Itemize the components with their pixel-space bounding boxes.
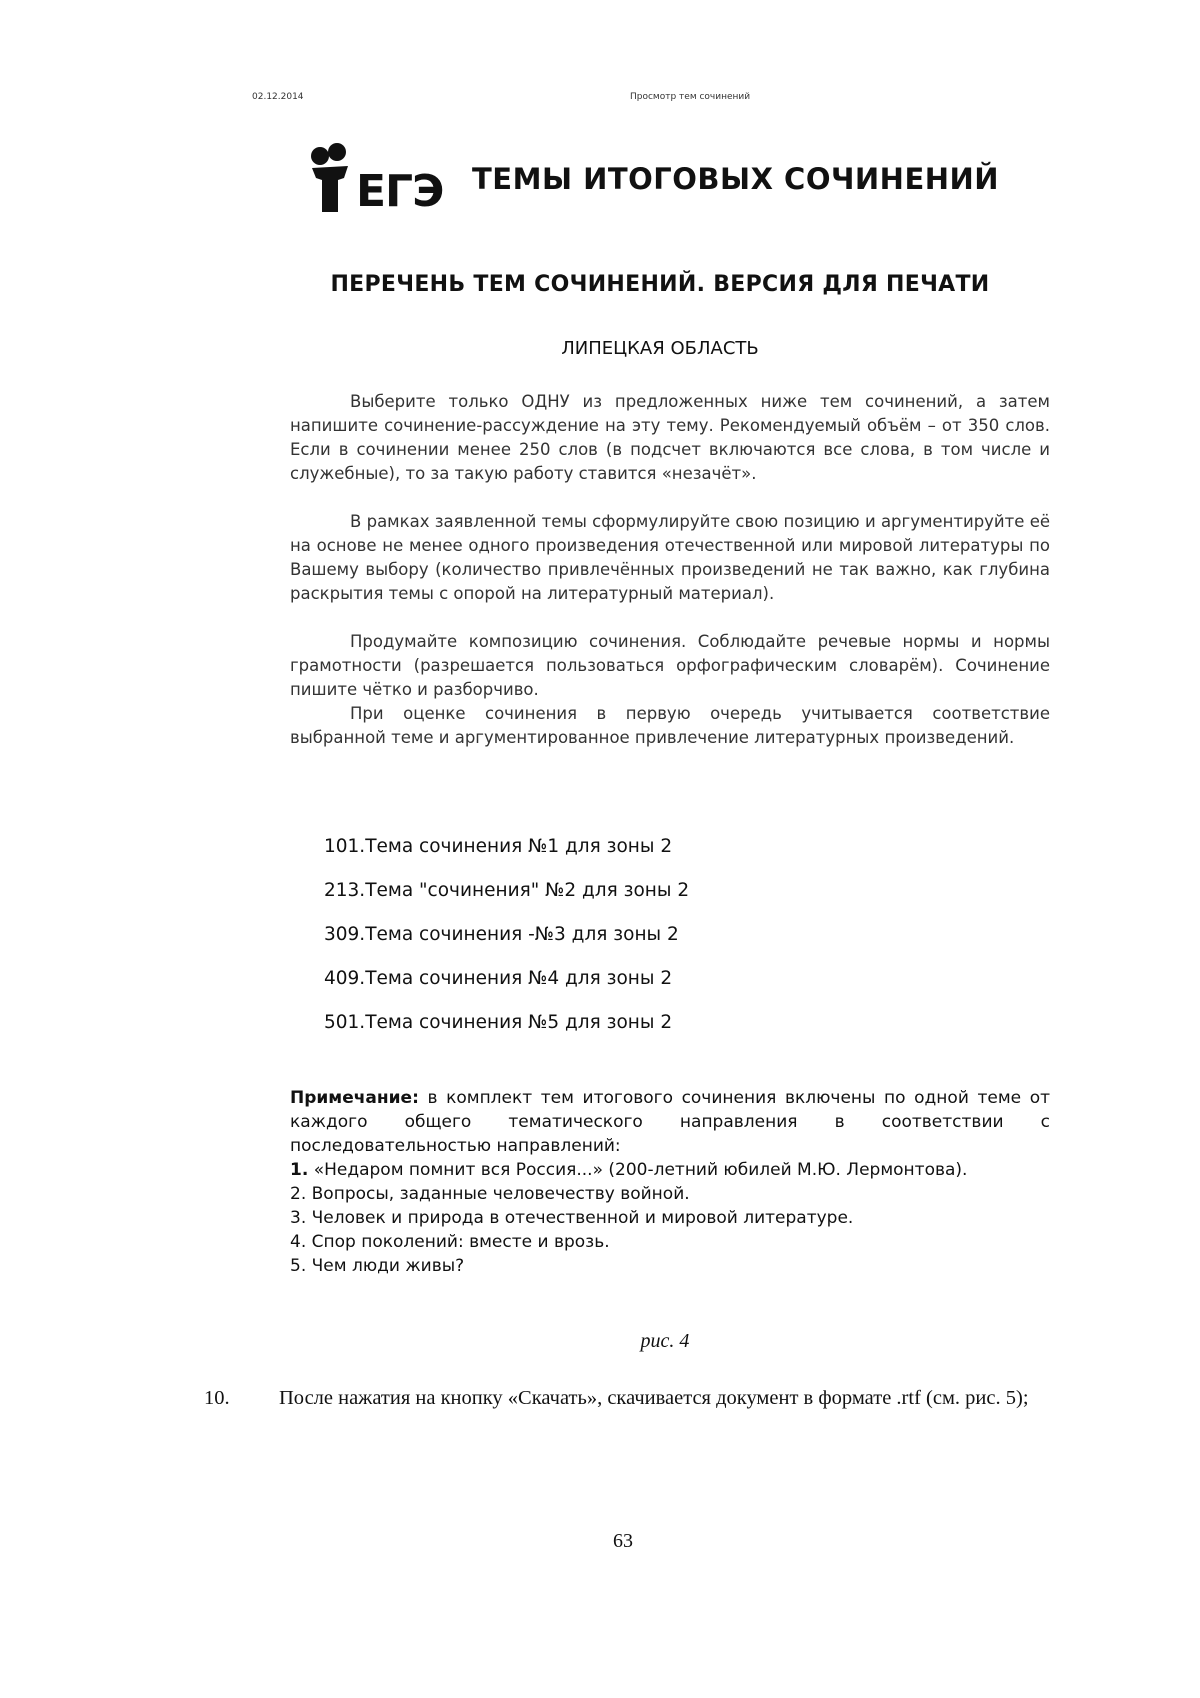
note-item: 3. Человек и природа в отечественной и мировой литературе. bbox=[290, 1208, 854, 1228]
instruction-paragraph: В рамках заявленной темы сформулируйте свою позицию и аргументируйте её на основе не менее одного произведения отечественной или мировой литературы по Вашему выбору (количество привлечённых произведений не так важно, как глубина раскрытия темы с опорой на литературный материал). bbox=[290, 512, 1050, 603]
ege-mascot-icon bbox=[308, 142, 354, 214]
note-item: 4. Спор поколений: вместе и врозь. bbox=[290, 1232, 610, 1252]
step-text: После нажатия на кнопку «Скачать», скачивается документ в формате .rtf (см. рис. 5); bbox=[279, 1387, 1029, 1409]
document-title: ПЕРЕЧЕНЬ ТЕМ СОЧИНЕНИЙ. ВЕРСИЯ ДЛЯ ПЕЧАТИ bbox=[330, 272, 990, 297]
note-intro: Примечание: в комплект тем итогового сочинения включены по одной теме от каждого общего тематического направления в соответствии с последовательностью направлений: bbox=[290, 1088, 1050, 1156]
topic-item: 409.Тема сочинения №4 для зоны 2 bbox=[324, 968, 673, 989]
step-paragraph bbox=[130, 1382, 1130, 1415]
note-label: Примечание: bbox=[290, 1088, 419, 1108]
header-page-title: Просмотр тем сочинений bbox=[630, 92, 751, 102]
page-number: 63 bbox=[613, 1530, 633, 1552]
topic-item: 501.Тема сочинения №5 для зоны 2 bbox=[324, 1012, 673, 1033]
figure-caption: рис. 4 bbox=[640, 1330, 690, 1352]
instruction-paragraph: Продумайте композицию сочинения. Соблюдайте речевые нормы и нормы грамотности (разрешается пользоваться орфографическим словарём). Сочинение пишите чётко и разборчиво. bbox=[290, 632, 1050, 699]
instruction-paragraph: Выберите только ОДНУ из предложенных ниже тем сочинений, а затем напишите сочинение-рассуждение на эту тему. Рекомендуемый объём – от 350 слов. Если в сочинении менее 250 слов (в подсчет включаются все слова, в том числе и служебные), то за такую работу ставится «незачёт». bbox=[290, 392, 1050, 483]
topic-item: 309.Тема сочинения -№3 для зоны 2 bbox=[324, 924, 679, 945]
site-title: ТЕМЫ ИТОГОВЫХ СОЧИНЕНИЙ bbox=[472, 162, 1000, 196]
instruction-paragraph: При оценке сочинения в первую очередь учитывается соответствие выбранной теме и аргументированное привлечение литературных произведений. bbox=[290, 704, 1050, 747]
note-item: 1. «Недаром помнит вся Россия...» (200-летний юбилей М.Ю. Лермонтова). bbox=[290, 1160, 968, 1180]
region-name: ЛИПЕЦКАЯ ОБЛАСТЬ bbox=[561, 338, 759, 359]
header-date: 02.12.2014 bbox=[252, 92, 304, 102]
ege-logo bbox=[308, 140, 444, 217]
step-number: 10. bbox=[204, 1387, 230, 1409]
note-item: 2. Вопросы, заданные человечеству войной. bbox=[290, 1184, 690, 1204]
note-block bbox=[290, 1086, 1050, 1278]
topic-item: 101.Тема сочинения №1 для зоны 2 bbox=[324, 836, 673, 857]
topic-item: 213.Тема "сочинения" №2 для зоны 2 bbox=[324, 880, 690, 901]
logo-text: ЕГЭ bbox=[356, 166, 444, 217]
note-item: 5. Чем люди живы? bbox=[290, 1256, 465, 1276]
